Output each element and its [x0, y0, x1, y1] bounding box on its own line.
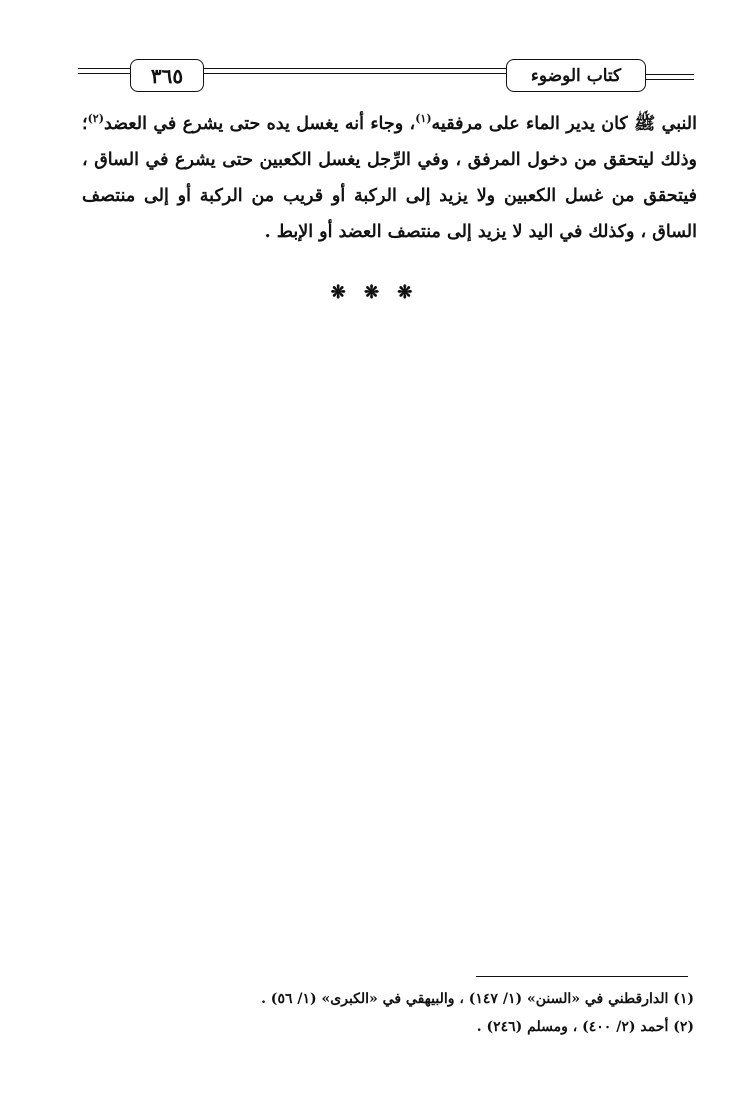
- paragraph-part-3: ؛ وذلك ليتحقق من دخول المرفق ، وفي الرِّجل يغسل الكعبين حتى يشرع في الساق ، فيتحقق من غسل الكعبين ولا يزيد إلى الركبة أو قريب من الركبة أو إلى منتصف الساق ، وكذلك في اليد لا يزيد إلى منتصف العضد أو الإبط .: [82, 114, 697, 242]
- footnotes: [240, 985, 694, 1041]
- header-rule-middle-top: [202, 68, 506, 69]
- footnote-2: (٢) أحمد (٢/ ٤٠٠) ، ومسلم (٢٤٦) .: [476, 1019, 694, 1035]
- footnote-rule: [476, 976, 688, 977]
- header-rule-left-top: [78, 68, 130, 69]
- paragraph-part-1: النبي ﷺ كان يدير الماء على مرفقيه: [431, 114, 698, 134]
- chapter-title: كتاب الوضوء: [506, 59, 646, 92]
- body-paragraph: [82, 106, 697, 250]
- header-rule-right-bottom: [644, 79, 694, 80]
- paragraph: [82, 106, 697, 250]
- footnote-ref-1: (١): [415, 112, 432, 126]
- page-header: [78, 58, 694, 98]
- section-separator: ❋ ❋ ❋: [330, 282, 419, 303]
- header-rule-right-top: [644, 74, 694, 75]
- footnote-1: (١) الدارقطني في «السنن» (١/ ١٤٧) ، والبيهقي في «الكبرى» (١/ ٥٦) .: [261, 991, 694, 1007]
- header-rule-middle-bottom: [202, 73, 506, 74]
- paragraph-part-2: ، وجاء أنه يغسل يده حتى يشرع في العضد: [103, 114, 416, 134]
- footnote-ref-2: (٢): [87, 112, 104, 126]
- header-rule-left-bottom: [78, 73, 130, 74]
- page-number: ٣٦٥: [130, 59, 204, 92]
